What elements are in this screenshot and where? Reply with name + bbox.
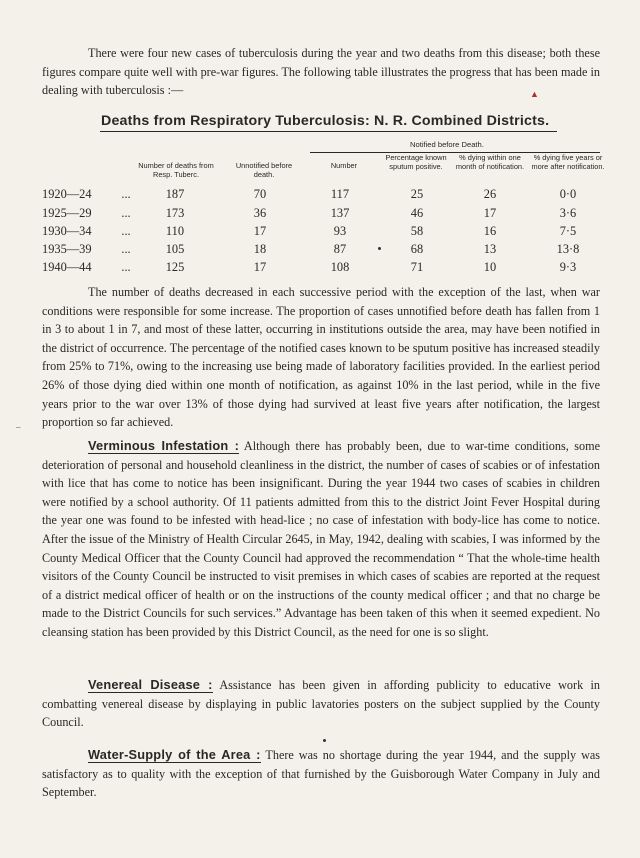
leader-dots: ... xyxy=(121,187,131,201)
period-cell: 1925—29 xyxy=(42,206,92,220)
venereal-disease-title: Venereal Disease : xyxy=(88,677,213,692)
table-row xyxy=(0,224,640,242)
unnotified-cell: 36 xyxy=(253,206,267,220)
water-supply-title: Water-Supply of the Area : xyxy=(88,747,261,762)
sputum-cell: 68 xyxy=(410,242,424,256)
table-title-underline xyxy=(100,131,557,132)
number-cell: 108 xyxy=(330,260,350,274)
leader-dots: ... xyxy=(121,224,131,238)
column-header-deaths: Number of deaths from Resp. Tuberc. xyxy=(138,161,214,179)
verminous-infestation-title: Verminous Infestation : xyxy=(88,438,240,453)
analysis-paragraph: The number of deaths decreased in each successive period with the exception of the last, when war conditions were responsible for some increase. The proportion of cases unnotified before death has fallen from 1 in 3 to about 1 in 7, and most of these latter, occurring in institutions outside the area, may have been notified in the district of occurrence. The percentage of the notified cases known to be sputum positive has increased steadily from 25% to 71%, owing to the increasing use being made of laboratory facilities provided. In the earliest period 26% of those dying died within one month of notification, as against 10% in the last period, while in the five years prior to the war over 13% of those dying had survived at least five years after notification, the largest proportion so far achieved. xyxy=(42,285,600,430)
table-row xyxy=(0,206,640,224)
period-cell: 1935—39 xyxy=(42,242,92,256)
period-cell: 1940—44 xyxy=(42,260,92,274)
number-cell: 87 xyxy=(333,242,347,256)
sputum-cell: 58 xyxy=(410,224,424,238)
five-years-cell: 0·0 xyxy=(559,187,577,201)
column-header-within-month: % dying within one month of notification. xyxy=(455,153,525,171)
table-row xyxy=(0,260,640,278)
five-years-cell: 3·6 xyxy=(559,206,577,220)
five-years-cell: 9·3 xyxy=(559,260,577,274)
red-mark-icon: ▲ xyxy=(530,89,539,99)
sputum-cell: 71 xyxy=(410,260,424,274)
five-years-cell: 7·5 xyxy=(559,224,577,238)
print-speck xyxy=(378,247,381,250)
unnotified-cell: 17 xyxy=(253,224,267,238)
sputum-cell: 25 xyxy=(410,187,424,201)
column-header-sputum: Percentage known sputum positive. xyxy=(385,153,447,171)
number-cell: 117 xyxy=(330,187,350,201)
unnotified-cell: 17 xyxy=(253,260,267,274)
number-cell: 137 xyxy=(330,206,350,220)
intro-paragraph: There were four new cases of tuberculosis during the year and two deaths from this disease; both these figures compare quite well with pre-war figures. The following table illustrates the progress that has been made in dealing with tuberculosis :— xyxy=(42,46,600,98)
column-header-unnotified: Unnotified before death. xyxy=(235,161,293,179)
table-row xyxy=(0,187,640,205)
verminous-infestation-body: Although there has probably been, due to war-time conditions, some deterioration of personal and household cleanliness in the district, the number of cases of scabies or of infestation with lice that has come to notice has been insignificant. During the year 1944 two cases of scabies in children were notified by a school authority. Of 11 patients admitted from this to the district Joint Fever Hospital during the year one was found to be infested with head-lice ; no case of infestation with body-lice has come to notice. After the issue of the Ministry of Health Circular 2645, in May, 1942, dealing with scabies, I was informed by the County Medical Officer that the County Council had approved the recommendation “ That the whole-time health visitors of the County Council be instructed to visit premises in which cases of scabies are reported at the request of a district medical officer of health or on the instructions of the county medical officer ; and that no charge be made to the District Councils for such services.” Advantage has been taken of this when it seemed expedient. No cleansing station has been provided by this District Council, as the need for one is so slight. xyxy=(42,439,600,639)
deaths-cell: 110 xyxy=(165,224,185,238)
within-month-cell: 26 xyxy=(483,187,497,201)
table-title: Deaths from Respiratory Tuberculosis: N. R. Combined Districts. xyxy=(101,113,550,129)
within-month-cell: 16 xyxy=(483,224,497,238)
within-month-cell: 17 xyxy=(483,206,497,220)
venereal-disease-body: Assistance has been given in affording publicity to educative work in combatting venereal disease by displaying in public lavatories posters on the subject supplied by the County Council. xyxy=(42,678,600,730)
notified-before-death-header: Notified before Death. xyxy=(410,140,484,149)
period-cell: 1930—34 xyxy=(42,224,92,238)
unnotified-cell: 70 xyxy=(253,187,267,201)
verminous-infestation-section xyxy=(42,437,600,642)
print-speck xyxy=(323,739,326,742)
margin-mark-icon: – xyxy=(16,422,21,432)
within-month-cell: 13 xyxy=(483,242,497,256)
period-cell: 1920—24 xyxy=(42,187,92,201)
leader-dots: ... xyxy=(121,242,131,256)
deaths-cell: 105 xyxy=(165,242,185,256)
sputum-cell: 46 xyxy=(410,206,424,220)
number-cell: 93 xyxy=(333,224,347,238)
column-header-five-years: % dying five years or more after notification. xyxy=(531,153,605,171)
water-supply-body: There was no shortage during the year 1944, and the supply was satisfactory as to quality with the exception of that furnished by the Guisborough Water Company in July and September. xyxy=(42,748,601,800)
table-row xyxy=(0,242,640,260)
water-supply-section xyxy=(42,746,600,802)
unnotified-cell: 18 xyxy=(253,242,267,256)
within-month-cell: 10 xyxy=(483,260,497,274)
five-years-cell: 13·8 xyxy=(556,242,580,256)
deaths-cell: 187 xyxy=(165,187,185,201)
column-header-number: Number xyxy=(330,161,358,170)
venereal-disease-section xyxy=(42,676,600,732)
deaths-cell: 173 xyxy=(165,206,185,220)
leader-dots: ... xyxy=(121,260,131,274)
deaths-cell: 125 xyxy=(165,260,185,274)
leader-dots: ... xyxy=(121,206,131,220)
